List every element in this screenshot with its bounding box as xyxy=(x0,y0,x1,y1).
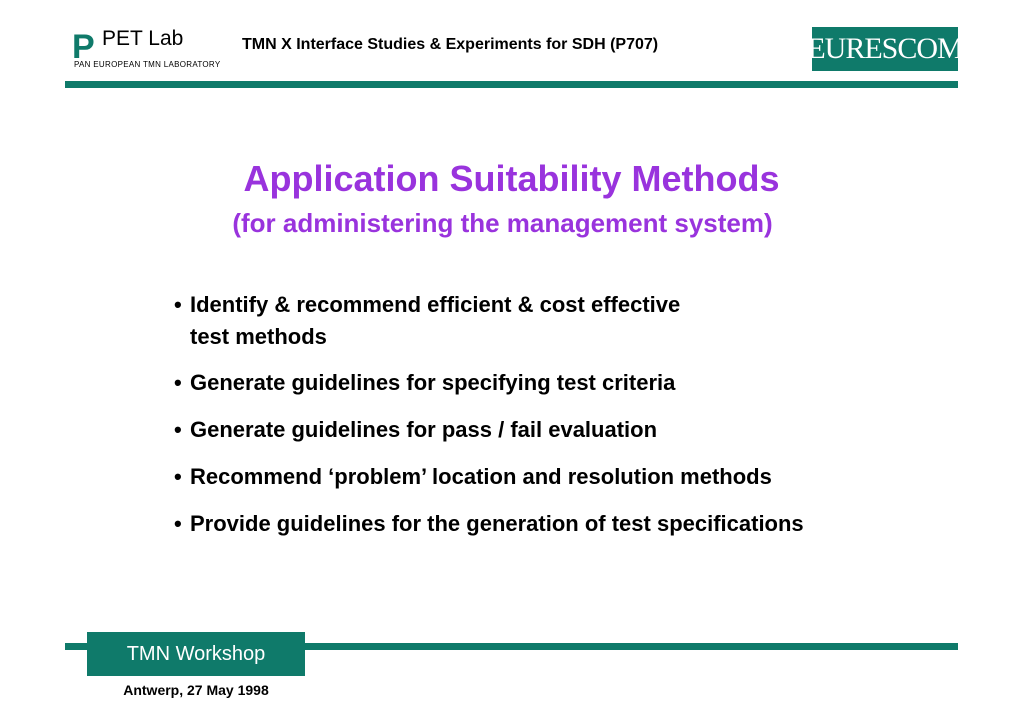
footer-event-badge xyxy=(87,632,305,676)
footer-divider-right xyxy=(305,643,958,650)
bullet-item xyxy=(174,290,680,320)
bullet-dot: • xyxy=(174,511,182,536)
slide-subtitle: (for administering the management system) xyxy=(232,208,773,238)
bullet-dot: • xyxy=(174,464,182,489)
header-divider xyxy=(65,81,958,88)
bullet-text: Generate guidelines for specifying test criteria xyxy=(190,370,676,395)
footer-event: TMN Workshop xyxy=(126,642,266,665)
bullet-dot: • xyxy=(174,417,182,442)
bullet-item xyxy=(174,368,675,398)
footer-date: Antwerp, 27 May 1998 xyxy=(123,682,269,698)
bullet-item xyxy=(174,509,804,539)
slide-title: Application Suitability Methods xyxy=(243,158,780,199)
logo-letter: P xyxy=(72,28,95,66)
eurescom-logo xyxy=(807,27,963,71)
petlab-logo xyxy=(72,26,232,72)
logo-name: PET Lab xyxy=(102,27,184,50)
bullet-text: Recommend ‘problem’ location and resolution methods xyxy=(190,464,772,489)
eurescom-logo-text: EURESCOM xyxy=(807,32,963,65)
bullet-text: Identify & recommend efficient & cost effective xyxy=(190,292,681,317)
bullet-item xyxy=(174,415,657,445)
bullet-dot: • xyxy=(174,292,182,317)
logo-subtitle: PAN EUROPEAN TMN LABORATORY xyxy=(74,60,221,69)
bullet-text-continuation: test methods xyxy=(190,324,327,349)
header-title: TMN X Interface Studies & Experiments for SDH (P707) xyxy=(242,36,659,53)
bullet-text: Generate guidelines for pass / fail evaluation xyxy=(190,417,658,442)
bullet-item xyxy=(174,462,772,492)
footer-divider-left xyxy=(65,643,87,650)
bullet-dot: • xyxy=(174,370,182,395)
bullet-text: Provide guidelines for the generation of test specifications xyxy=(190,511,804,536)
